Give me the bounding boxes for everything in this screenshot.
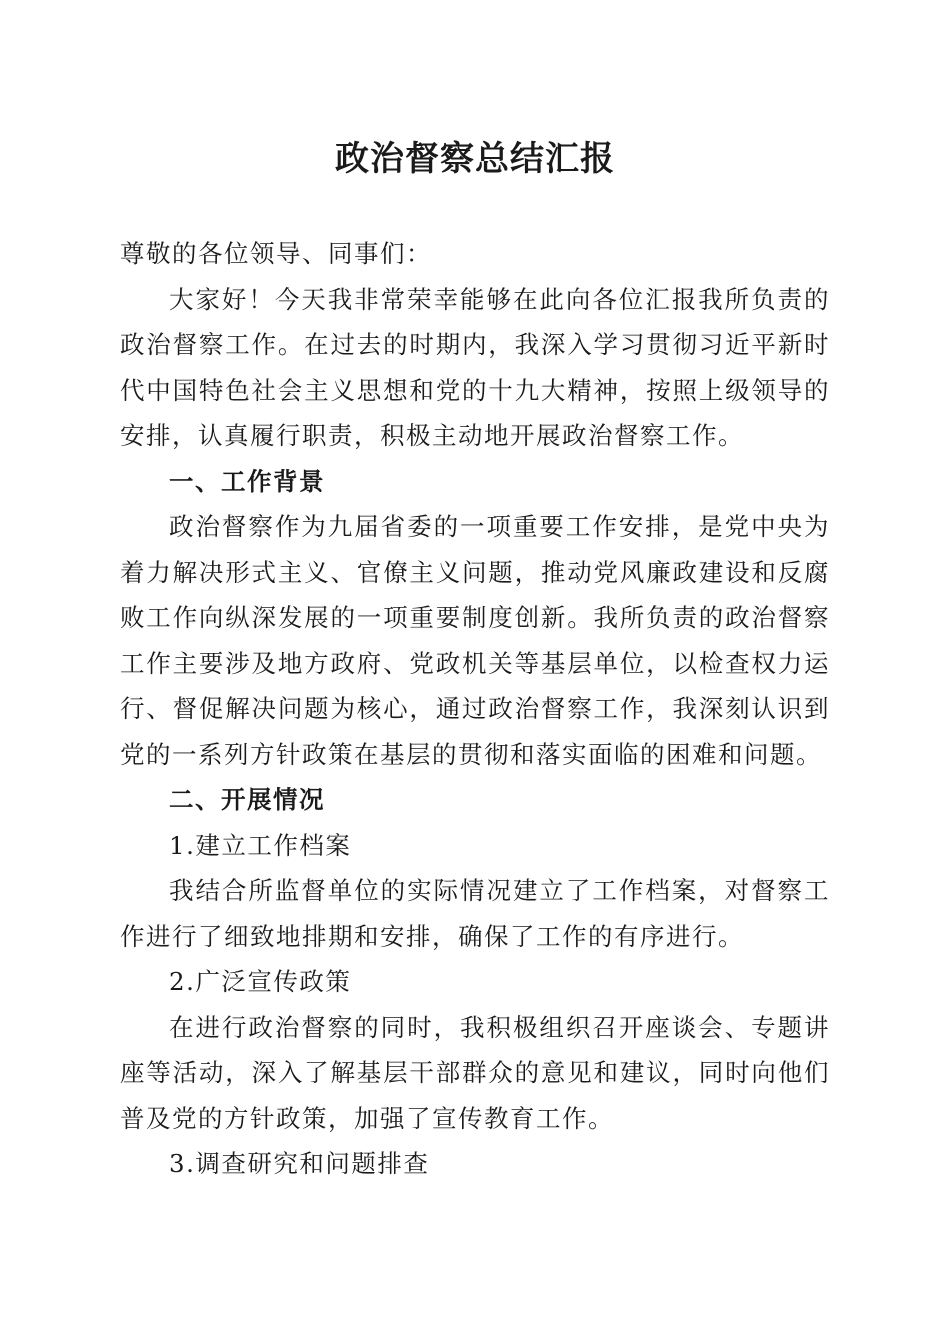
salutation: 尊敬的各位领导、同事们： [120,239,432,268]
subsection-1-title: 1.建立工作档案 [169,830,352,860]
document-title: 政治督察总结汇报 [335,139,615,179]
subsection-1-paragraph: 我结合所监督单位的实际情况建立了工作档案，对督察工作进行了细致地排期和安排，确保了工作的有序进行。 [120,876,830,951]
intro-paragraph: 大家好！今天我非常荣幸能够在此向各位汇报我所负责的政治督察工作。在过去的时期内，我深入学习贯彻习近平新时代中国特色社会主义思想和党的十九大精神，按照上级领导的安排，认真履行职责，积极主动地开展政治督察工作。 [120,284,830,450]
document-body [120,231,830,1187]
subsection-3-title: 3.调查研究和问题排查 [169,1149,430,1178]
section-1-heading: 一、工作背景 [169,466,325,496]
section-1-paragraph: 政治督察作为九届省委的一项重要工作安排，是党中央为着力解决形式主义、官僚主义问题，推动党风廉政建设和反腐败工作向纵深发展的一项重要制度创新。我所负责的政治督察工作主要涉及地方政府、党政机关等基层单位，以检查权力运行、督促解决问题为核心，通过政治督察工作，我深刻认识到党的一系列方针政策在基层的贯彻和落实面临的困难和问题。 [120,512,830,769]
subsection-2-paragraph: 在进行政治督察的同时，我积极组织召开座谈会、专题讲座等活动，深入了解基层干部群众的意见和建议，同时向他们普及党的方针政策，加强了宣传教育工作。 [120,1012,830,1133]
section-2-heading: 二、开展情况 [169,785,325,814]
subsection-2-title: 2.广泛宣传政策 [169,967,352,996]
